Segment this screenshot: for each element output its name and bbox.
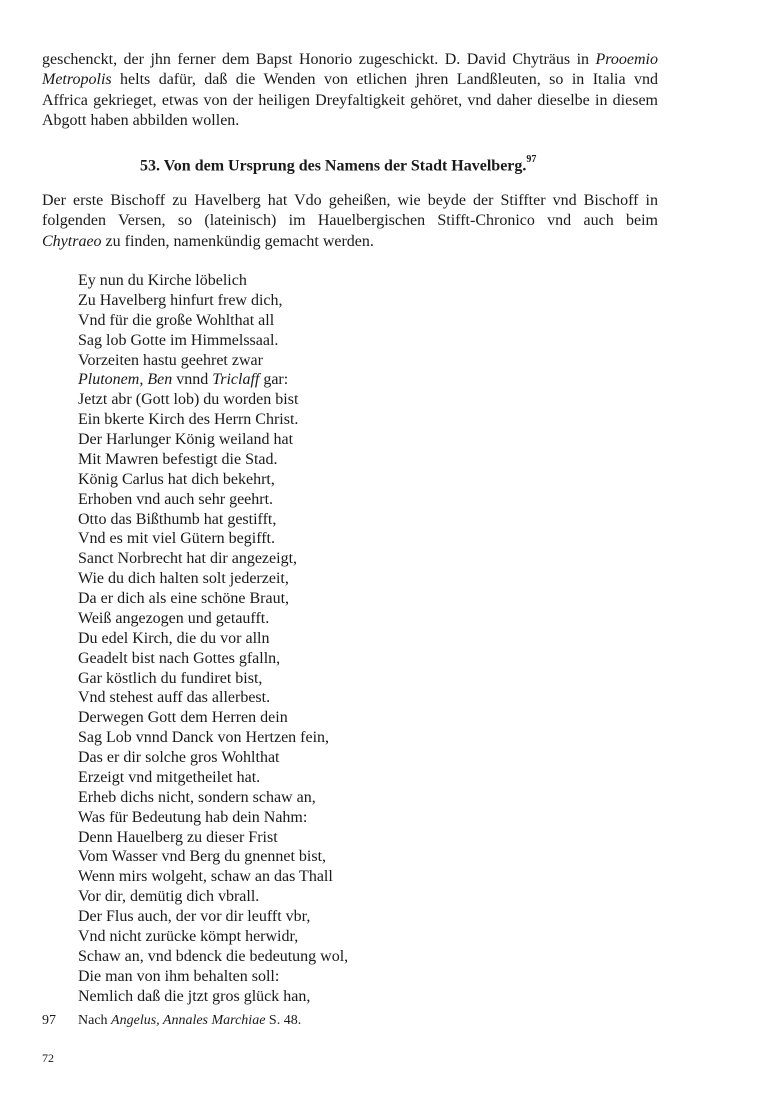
- footnote-reference: 97: [526, 154, 537, 165]
- verse-line: Der Harlunger König weiland hat: [78, 431, 294, 448]
- verse-line: Geadelt bist nach Gottes gfalln,: [78, 649, 281, 667]
- intro-line: [42, 70, 658, 90]
- verse-line: Die man von ihm behalten soll:: [78, 967, 280, 985]
- italic-title: Prooemio: [595, 51, 658, 68]
- verse-line: Vorzeiten hastu geehret zwar: [78, 351, 263, 369]
- verse-line: Vnd nicht zurücke kömpt herwidr,: [78, 927, 299, 945]
- italic-title: Metropolis: [42, 71, 112, 89]
- verse-line: Wie du dich halten solt jederzeit,: [78, 570, 289, 588]
- intro-line: [42, 111, 658, 131]
- verse-line: Schaw an, vnd bdenck die bedeutung wol,: [78, 947, 349, 965]
- verse-line: Zu Havelberg hinfurt frew dich,: [78, 291, 283, 309]
- footnote-source-title: Angelus, Annales Marchiae: [111, 1013, 266, 1028]
- body-paragraph: [42, 191, 658, 252]
- verse-line: Vnd es mit viel Gütern begifft.: [78, 530, 275, 548]
- verse-line: Was für Bedeutung hab dein Nahm:: [78, 808, 308, 826]
- verse-line: Otto das Bißthumb hat gestifft,: [78, 510, 277, 528]
- verse-fragment: gar:: [259, 371, 289, 389]
- intro-paragraph: [42, 50, 658, 131]
- intro-line: [42, 50, 658, 70]
- text-run: Abgott haben abbilden wollen.: [42, 111, 240, 129]
- italic-title: Chytraeo: [42, 232, 102, 250]
- verse-line: Ey nun du Kirche löbelich: [78, 272, 247, 289]
- footnote-prefix: Nach: [78, 1013, 112, 1028]
- section-heading: [140, 152, 536, 176]
- verse-line: Wenn mirs wolgeht, schaw an das Thall: [78, 868, 333, 886]
- section-heading-text: 53. Von dem Ursprung des Namens der Stadt Havelberg.: [140, 157, 527, 175]
- verse-line: Da er dich als eine schöne Braut,: [78, 590, 290, 607]
- verse-line: Erhoben vnd auch sehr geehrt.: [78, 490, 274, 508]
- verse-line: Weiß angezogen und getaufft.: [78, 609, 270, 627]
- text-run: helts dafür, daß die Wenden von etlichen jhren Landßleuten, so in Italia vnd: [111, 71, 658, 89]
- verse-line: Vnd stehest auff das allerbest.: [78, 689, 271, 707]
- verse-fragment: Triclaff: [212, 371, 260, 389]
- footnote-number: 97: [42, 1013, 56, 1028]
- verse-line: [78, 370, 348, 390]
- verse-block: [78, 271, 348, 1006]
- body-line: [42, 232, 658, 252]
- body-line: [42, 211, 658, 231]
- verse-line: Ein bkerte Kirch des Herrn Christ.: [78, 411, 299, 429]
- verse-line: Mit Mawren befestigt die Stad.: [78, 450, 278, 468]
- verse-line: Der Flus auch, der vor dir leufft vbr,: [78, 908, 311, 925]
- text-run: Der erste Bischoff zu Havelberg hat Vdo geheißen, wie beyde der Stiffter vnd Bischoff in: [42, 192, 658, 209]
- verse-line: Das er dir solche gros Wohlthat: [78, 749, 280, 766]
- text-run: Affrica gekrieget, etwas von der heiligen Dreyfaltigkeit gehöret, vnd daher dieselbe in diesem: [42, 91, 658, 109]
- verse-line: Vom Wasser vnd Berg du gnennet bist,: [78, 848, 327, 866]
- body-line: [42, 191, 658, 211]
- verse-line: Du edel Kirch, die du vor alln: [78, 629, 270, 647]
- verse-line: Sanct Norbrecht hat dir angezeigt,: [78, 550, 298, 568]
- verse-line: König Carlus hat dich bekehrt,: [78, 470, 275, 488]
- text-run: folgenden Versen, so (lateinisch) im Hauelbergischen Stifft-Chronico vnd auch beim: [42, 212, 658, 230]
- footnote-suffix: S. 48.: [265, 1013, 302, 1028]
- text-run: zu finden, namenkündig gemacht werden.: [101, 232, 374, 250]
- verse-line: Nemlich daß die jtzt gros glück han,: [78, 987, 311, 1005]
- verse-line: Erzeigt vnd mitgetheilet hat.: [78, 768, 261, 786]
- verse-line: Vor dir, demütig dich vbrall.: [78, 888, 260, 906]
- verse-line: Jetzt abr (Gott lob) du worden bist: [78, 391, 299, 409]
- footnote: [42, 1012, 301, 1030]
- verse-line: Vnd für die große Wohlthat all: [78, 311, 275, 329]
- verse-line: Sag Lob vnnd Danck von Hertzen fein,: [78, 729, 330, 747]
- verse-line: Erheb dichs nicht, sondern schaw an,: [78, 788, 316, 806]
- text-run: geschenckt, der jhn ferner dem Bapst Honorio zugeschickt. D. David Chyträus in: [42, 51, 596, 68]
- intro-line: [42, 91, 658, 111]
- verse-fragment: vnnd: [172, 371, 213, 389]
- verse-fragment: Plutonem, Ben: [78, 371, 173, 389]
- verse-line: Gar köstlich du fundiret bist,: [78, 669, 263, 687]
- verse-line: Sag lob Gotte im Himmelssaal.: [78, 331, 279, 349]
- page-number: 72: [42, 1051, 54, 1065]
- verse-line: Denn Hauelberg zu dieser Frist: [78, 828, 278, 846]
- verse-line: Derwegen Gott dem Herren dein: [78, 709, 288, 727]
